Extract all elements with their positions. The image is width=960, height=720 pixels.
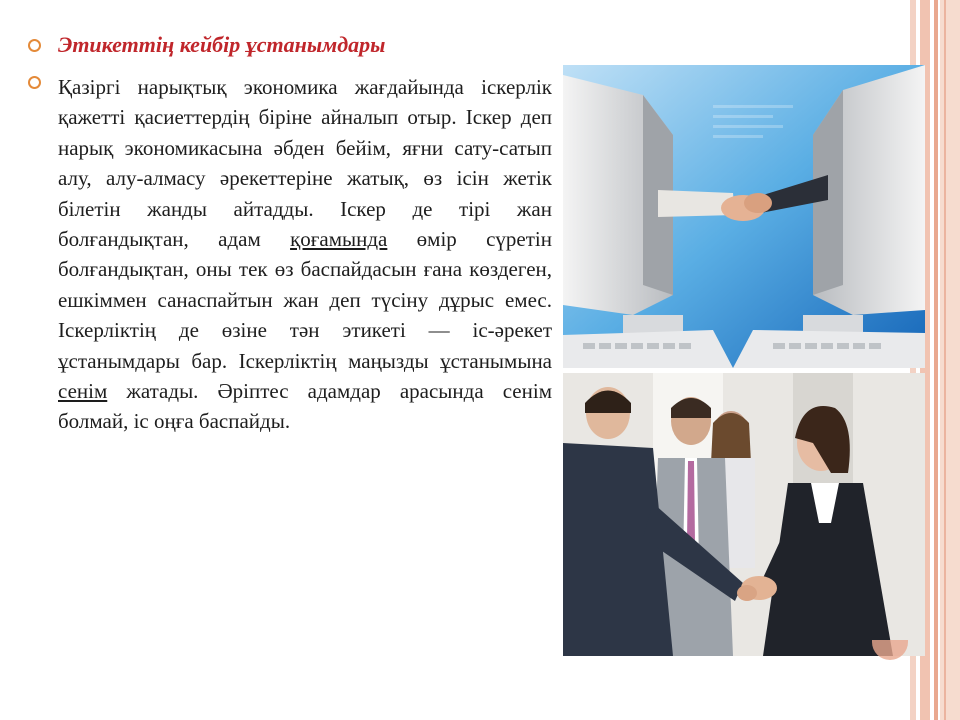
paragraph-text-2: өмір сүретін болғандықтан, оны тек өз баспайдасын ғана көздеген, ешкіммен санаспайтын жан деп түсіну дұрыс емес. Іскерліктің де өзіне тән этикеті — іс-әрекет ұстанымдары бар. Іскерліктің маңызды ұстанымына [58, 227, 552, 373]
border-stripe [934, 0, 938, 720]
paragraph-text-1: Қазіргі нарықтық экономика жағдайында іскерлік қажетті қасиеттердің біріне айналып отыр. Іскер деп нарық экономикасына әбден бейім, яғни сату-сатып алу, алу-алмасу әрекеттеріне жатық, өз ісін жетік білетін жанды айтадды. Іскер де тірі жан болғандықтан, адам [58, 75, 552, 252]
border-stripe [944, 0, 946, 720]
slide-title: Этикеттің кейбір ұстанымдары [58, 32, 386, 57]
bullet-circle-icon [28, 39, 41, 52]
hyperlink-qogamynda[interactable]: қоғамында [290, 227, 388, 252]
bullet-circle-icon [28, 76, 41, 89]
business-handshake-image [563, 373, 925, 656]
hyperlink-senim[interactable]: сенім [58, 379, 108, 404]
paragraph-text-3: жатады. Әріптес адамдар арасында сенім болмай, іс оңға баспайды. [58, 379, 552, 434]
body-paragraph [58, 72, 552, 437]
border-stripe [940, 0, 960, 720]
handshake-computers-image [563, 65, 925, 368]
